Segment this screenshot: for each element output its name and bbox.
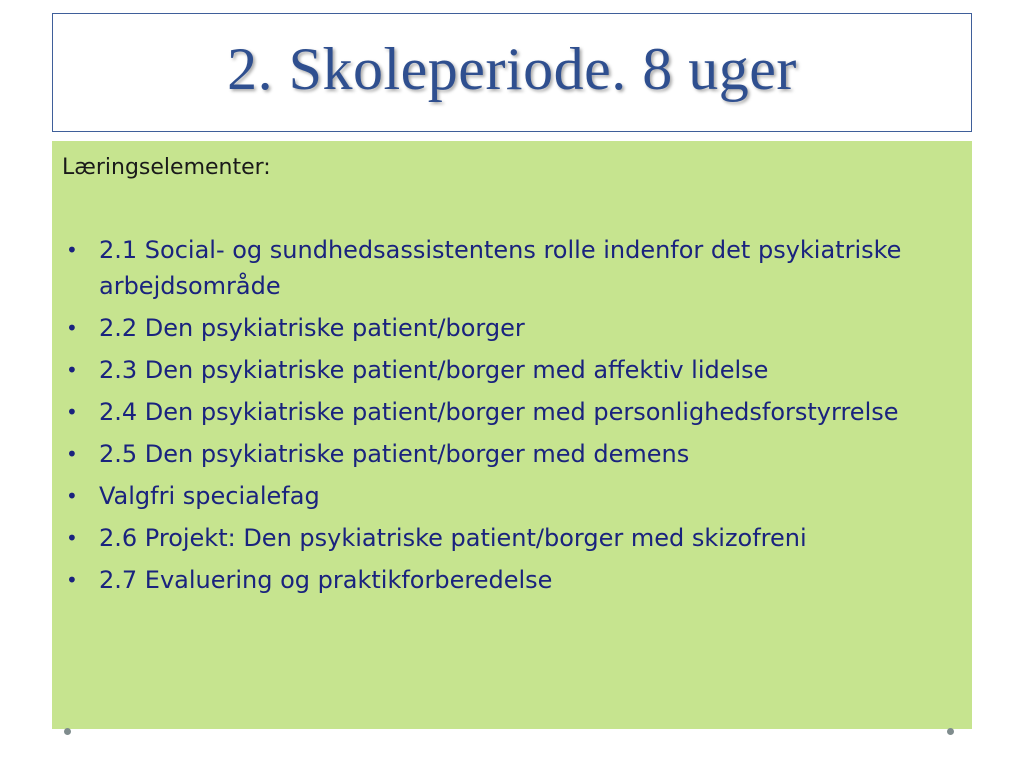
list-item bbox=[62, 478, 960, 514]
list-item-text: 2.5 Den psykiatriske patient/borger med demens bbox=[99, 440, 690, 468]
bullet-icon: • bbox=[66, 568, 78, 592]
bullet-icon: • bbox=[66, 316, 78, 340]
bullet-icon: • bbox=[66, 484, 78, 508]
content-box bbox=[52, 141, 972, 729]
list-item-text: 2.7 Evaluering og praktikforberedelse bbox=[99, 566, 553, 594]
list-item bbox=[62, 394, 960, 430]
list-item-text: 2.2 Den psykiatriske patient/borger bbox=[99, 314, 525, 342]
list-item bbox=[62, 436, 960, 472]
list-item bbox=[62, 352, 960, 388]
list-item-text: 2.3 Den psykiatriske patient/borger med affektiv lidelse bbox=[99, 356, 769, 384]
list-item-text: 2.4 Den psykiatriske patient/borger med personlighedsforstyrrelse bbox=[99, 398, 899, 426]
bullet-icon: • bbox=[66, 526, 78, 550]
learning-elements-list bbox=[62, 232, 960, 598]
intro-text: Læringselementer: bbox=[62, 155, 271, 180]
bullet-icon: • bbox=[66, 358, 78, 382]
list-item-text: 2.6 Projekt: Den psykiatriske patient/borger med skizofreni bbox=[99, 524, 807, 552]
list-item bbox=[62, 232, 960, 304]
list-item bbox=[62, 562, 960, 598]
list-item bbox=[62, 520, 960, 556]
corner-dot-decoration bbox=[947, 728, 954, 735]
bullet-icon: • bbox=[66, 442, 78, 466]
list-item-text: 2.1 Social- og sundhedsassistentens rolle indenfor det psykiatriske arbejdsområde bbox=[99, 236, 902, 300]
corner-dot-decoration bbox=[64, 728, 71, 735]
bullet-icon: • bbox=[66, 238, 78, 262]
title-box bbox=[52, 13, 972, 132]
list-item-text: Valgfri specialefag bbox=[99, 482, 320, 510]
slide-title: 2. Skoleperiode. 8 uger bbox=[227, 36, 797, 102]
bullet-icon: • bbox=[66, 400, 78, 424]
list-item bbox=[62, 310, 960, 346]
